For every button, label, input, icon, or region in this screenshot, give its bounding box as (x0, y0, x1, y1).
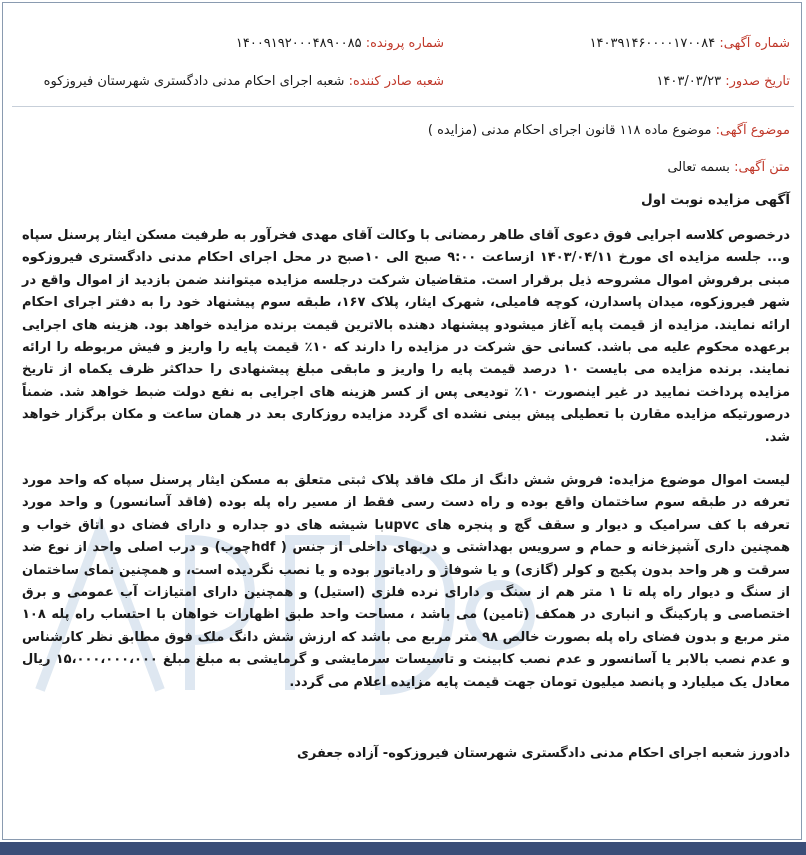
body-label: متن آگهی: (734, 160, 790, 175)
issue-date-field (656, 70, 790, 94)
case-number: ۱۴۰۰۹۱۹۲۰۰۰۴۸۹۰۰۸۵ (235, 36, 362, 51)
case-number-field (236, 32, 444, 56)
case-number-label: شماره پرونده: (365, 36, 444, 51)
issue-date-label: تاریخ صدور: (725, 74, 790, 89)
bottom-bar (0, 842, 806, 855)
body-opening: بسمه تعالی (667, 160, 730, 175)
paragraph-1-text: درخصوص کلاسه اجرایی فوق دعوی آقای طاهر رمضانی با وکالت آقای مهدی فخرآور به طرفیت مسکن ایثار پرسنل سپاه و... جلسه مزایده ای مورخ ۱۴۰۳/۰۴/۱۱ ازساعت ۹:۰۰ صبح الی ۱۰صبح در محل اجرای احکام مدنی دادگستری فیروزکوه مبنی برفروش اموال مشروحه ذیل برقرار است. متقاضیان شرکت درجلسه مزایده میتوانند ضمن بازدید از اموال واقع در شهر فیروزکوه، میدان پاسدارن، کوچه فامیلی، شهرک ایثار، پلاک ۱۶۷، طبقه سوم پیشنهاد خود را به دفتر اجرای احکام ارائه نمایند. مزایده از قیمت پایه آغاز میشودو پیشنهاد دهنده بالاترین قیمت برنده مزایده خواهد بود. هزینه های اجرایی برعهده محکوم علیه می باشد. کسانی حق شرکت در مزایده را دارند که ۱۰٪ قیمت پایه را واریز و فیش مربوطه را ارائه نمایند. برنده مزایده می بایست ۱۰ درصد قیمت پایه را واریز و مابقی مبلغ پیشنهادی را حداکثر ظرف یکماه از تاریخ مزایده پرداخت نمایید در غیر اینصورت ۱۰٪ تودیعی پس از کسر هزینه های اجرایی به نفع دولت ضبط خواهد شد. ضمناً درصورتیکه مزایده مقارن با تعطیلی پیش بینی نشده ای گردد مزایده روزکاری بعد در همان ساعت و مکان برگزار خواهد شد. (22, 228, 791, 445)
notice-paragraph-2 (22, 470, 790, 694)
paragraph-2-text: لیست اموال موضوع مزایده: فروش شش دانگ از ملک فاقد پلاک ثبتی متعلق به مسکن ایثار پرسنل سپاه که واحد مورد تعرفه در طبقه سوم ساختمان واقع بوده و راه دست رسی فقط از مسیر راه پله بوده (فاقد آسانسور) و واحد مورد تعرفه با کف سرامیک و دیوار و سقف گچ و پنجره های upvcبا شیشه های دو جداره و دارای فضای دو اتاق خواب و همچنین داری آشپزخانه و حمام و سرویس بهداشتی و دربهای داخلی از جنس ( hdfچوب) و درب اصلی واحد از نوع ضد سرقت و هر واحد بدون پکیج و کولر (گازی) و یا شوفاژ و رادیاتور بوده و یا نصب نگردیده است، و همچنین نمای ساختمان از سنگ و دیوار راه پله تا ۱ متر هم از سنگ و دارای نرده فلزی (استیل) و همچنین دارای امتیازات آب عمومی و برق اختصاصی و پارکینگ و انباری در همکف (تامین) می باشد ، مساحت واحد طبق اظهارات خواهان با احتساب راه پله ۱۰۸ متر مربع و بدون فضای راه پله بصورت خالص ۹۸ متر مربع می باشد که ارزش شش دانگ ملک فوق مطابق نظر کارشناس و عدم نصب بالابر یا آسانسور و عدم نصب کابینت و تاسیسات سرمایشی و گرمایشی به مبلغ مبلغ ۱۵،۰۰۰،۰۰۰،۰۰۰ ریال معادل یک میلیارد و پانصد میلیون تومان جهت قیمت پایه مزایده اعلام می گردد. (22, 473, 790, 690)
issuer: شعبه اجرای احکام مدنی دادگستری شهرستان فیروزکوه (43, 74, 345, 89)
ad-number-label: شماره آگهی: (719, 36, 790, 51)
issuer-field (44, 70, 444, 94)
ad-number-field (590, 32, 790, 56)
issue-date: ۱۴۰۳/۰۳/۲۳ (656, 74, 722, 89)
notice-heading: آگهی مزایده نوبت اول (641, 192, 790, 208)
header-row-issuer (16, 70, 790, 94)
subject-row (16, 120, 790, 142)
signature: دادورز شعبه اجرای احکام مدنی دادگستری شهرستان فیروزکوه- آزاده جعفری (296, 746, 790, 761)
issuer-label: شعبه صادر کننده: (348, 74, 444, 89)
ad-number: ۱۴۰۳۹۱۴۶۰۰۰۰۱۷۰۰۸۴ (589, 36, 716, 51)
notice-paragraph-1 (22, 225, 790, 449)
divider (12, 106, 794, 107)
subject-value: موضوع ماده ۱۱۸ قانون اجرای احکام مدنی (مزایده ) (427, 123, 712, 138)
header-row-numbers (16, 32, 790, 56)
body-label-row (16, 157, 790, 179)
subject-label: موضوع آگهی: (715, 123, 790, 138)
